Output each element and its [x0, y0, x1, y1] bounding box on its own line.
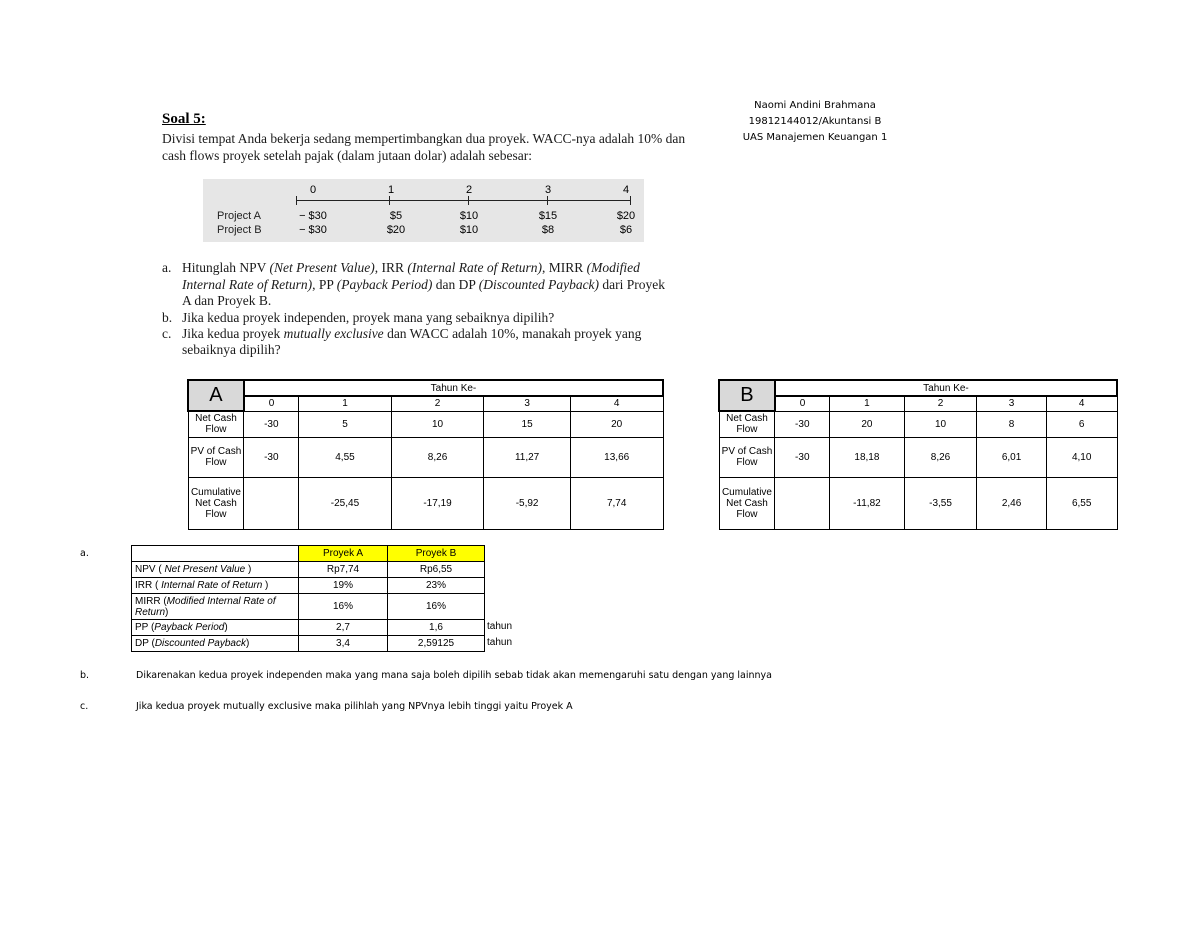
question-a-text: dan DP: [432, 277, 479, 292]
question-b-line: [162, 310, 554, 326]
question-a-text: (Modified: [586, 260, 640, 275]
timeline-a-value: $15: [538, 210, 558, 222]
timeline-tick: [389, 196, 390, 205]
table-cell: 10: [391, 411, 484, 437]
question-a-text: , PP: [312, 277, 337, 292]
summary-col-proyek-b: Proyek B: [388, 546, 485, 562]
table-cell: 8: [977, 411, 1047, 437]
label-text: Internal Rate of Return: [161, 580, 263, 591]
table-row: [132, 578, 485, 594]
student-id-class: 19812144012/Akuntansi B: [748, 116, 882, 127]
table-cell: [244, 477, 299, 529]
dp-unit: tahun: [487, 637, 513, 648]
timeline-tick: [296, 196, 297, 205]
table-cell: 10: [904, 411, 977, 437]
answer-c-text: Jika kedua proyek mutually exclusive maka pilihlah yang NPVnya lebih tinggi yaitu Proyek A: [136, 701, 573, 712]
question-b-text: Jika kedua proyek independen, proyek mana yang sebaiknya dipilih?: [182, 310, 555, 325]
table-cell: 23%: [388, 578, 485, 594]
table-cell: 6,55: [1046, 477, 1117, 529]
label-text: Payback Period: [154, 622, 225, 633]
timeline-a-value: $20: [616, 210, 636, 222]
table-cell: -17,19: [391, 477, 484, 529]
table-row: [188, 477, 663, 529]
table-cell: 1,6: [388, 620, 485, 636]
timeline-year: 4: [622, 184, 630, 196]
label-text: Modified Internal Rate of Return: [135, 595, 276, 618]
table-cell: 15: [484, 411, 571, 437]
table-cell: 8,26: [904, 437, 977, 477]
label-text: ): [224, 622, 228, 633]
summary-label-mirr: [132, 594, 299, 620]
table-row: [132, 636, 485, 652]
timeline-tick: [468, 196, 469, 205]
table-b-year: 2: [904, 396, 977, 411]
summary-label-irr: [132, 578, 299, 594]
table-cell: 7,74: [570, 477, 663, 529]
row-label: PV of Cash Flow: [719, 437, 775, 477]
row-label: Net Cash Flow: [719, 411, 775, 437]
timeline-a-value: − $30: [299, 210, 327, 222]
summary-label-npv: [132, 562, 299, 578]
table-b-year: 0: [775, 396, 830, 411]
cash-flow-timeline: [203, 179, 644, 242]
timeline-project-b-label: Project B: [217, 224, 262, 236]
timeline-b-value: $20: [386, 224, 406, 236]
student-name: Naomi Andini Brahmana: [754, 100, 876, 111]
answer-a-label: a.: [80, 548, 89, 559]
table-cell: 16%: [299, 594, 388, 620]
table-b-year: 1: [830, 396, 905, 411]
table-cell: 20: [570, 411, 663, 437]
table-cell: -30: [244, 411, 299, 437]
label-text: ): [165, 606, 169, 618]
row-label: PV of Cash Flow: [188, 437, 244, 477]
table-row: [188, 411, 663, 437]
table-cell: 20: [830, 411, 905, 437]
timeline-b-value: $6: [619, 224, 633, 236]
course-name: UAS Manajemen Keuangan 1: [742, 132, 888, 143]
label-text: PP (: [135, 622, 155, 633]
question-a-text: Internal Rate of Return): [182, 277, 313, 292]
table-row: [132, 546, 485, 562]
table-cell: -11,82: [830, 477, 905, 529]
question-c-text: dan WACC adalah 10%, manakah proyek yang: [383, 326, 642, 341]
table-b-year: 4: [1046, 396, 1117, 411]
timeline-a-value: $10: [459, 210, 479, 222]
timeline-axis: [296, 200, 631, 201]
question-a-text: (Net Present Value): [269, 260, 375, 275]
table-a-year: 4: [570, 396, 663, 411]
table-cell: 6: [1046, 411, 1117, 437]
timeline-tick: [547, 196, 548, 205]
summary-label-pp: [132, 620, 299, 636]
question-c-text: mutually exclusive: [283, 326, 384, 341]
row-label: Net Cash Flow: [188, 411, 244, 437]
label-text: DP (: [135, 638, 155, 649]
table-cell: Rp6,55: [388, 562, 485, 578]
label-text: ): [262, 580, 269, 591]
table-cell: -30: [775, 437, 830, 477]
table-cell: -30: [775, 411, 830, 437]
table-cell: 6,01: [977, 437, 1047, 477]
timeline-tick: [630, 196, 631, 205]
table-cell: 16%: [388, 594, 485, 620]
question-a-text: dari Proyek: [599, 277, 666, 292]
summary-corner: [132, 546, 299, 562]
label-text: ): [246, 638, 250, 649]
table-cell: [775, 477, 830, 529]
table-row: [719, 411, 1117, 437]
question-a-text: , MIRR: [541, 260, 587, 275]
label-text: Net Present Value: [164, 564, 246, 575]
table-a-year: 0: [244, 396, 299, 411]
table-b-year: 3: [977, 396, 1047, 411]
table-cell: 4,10: [1046, 437, 1117, 477]
row-label: Cumulative Net Cash Flow: [719, 477, 775, 529]
table-row: [132, 620, 485, 636]
table-cell: 18,18: [830, 437, 905, 477]
summary-label-dp: [132, 636, 299, 652]
label-text: MIRR (: [135, 595, 167, 607]
table-cell: Rp7,74: [299, 562, 388, 578]
table-a-year: 2: [391, 396, 484, 411]
table-cell: -5,92: [484, 477, 571, 529]
question-c-text: Jika kedua proyek: [182, 326, 284, 341]
question-intro-1: Divisi tempat Anda bekerja sedang mempertimbangkan dua proyek. WACC-nya adalah 10% dan: [162, 131, 686, 146]
table-row: [188, 437, 663, 477]
question-title: Soal 5:: [162, 111, 206, 127]
timeline-year: 2: [465, 184, 473, 196]
timeline-year: 0: [309, 184, 317, 196]
table-a-letter: A: [188, 380, 244, 411]
table-cell: 19%: [299, 578, 388, 594]
label-text: IRR (: [135, 580, 162, 591]
table-b-header: Tahun Ke-: [775, 380, 1117, 396]
table-cell: -3,55: [904, 477, 977, 529]
table-a-header: Tahun Ke-: [244, 380, 663, 396]
table-cell: 4,55: [299, 437, 392, 477]
answer-b-text: Dikarenakan kedua proyek independen maka yang mana saja boleh dipilih sebab tidak akan memengaruhi satu dengan yang lainnya: [136, 670, 773, 681]
timeline-b-value: $8: [541, 224, 555, 236]
summary-col-proyek-a: Proyek A: [299, 546, 388, 562]
table-a-year: 1: [299, 396, 392, 411]
table-row: [719, 437, 1117, 477]
table-row: [132, 594, 485, 620]
question-a-text: (Internal Rate of Return): [407, 260, 542, 275]
question-a-text: (Payback Period): [336, 277, 433, 292]
table-b-letter: B: [719, 380, 775, 411]
table-row: [719, 477, 1117, 529]
timeline-a-value: $5: [389, 210, 403, 222]
table-cell: 2,59125: [388, 636, 485, 652]
timeline-b-value: − $30: [299, 224, 327, 236]
question-a-line-1: [162, 260, 640, 276]
table-cell: -25,45: [299, 477, 392, 529]
answer-b-label: b.: [80, 670, 90, 681]
pp-unit: tahun: [487, 621, 513, 632]
row-label: Cumulative Net Cash Flow: [188, 477, 244, 529]
table-cell: 3,4: [299, 636, 388, 652]
question-c-line-2: sebaiknya dipilih?: [182, 342, 281, 357]
table-cell: 8,26: [391, 437, 484, 477]
answer-c-label: c.: [80, 701, 89, 712]
question-a-line-2: [182, 277, 665, 293]
table-a-year: 3: [484, 396, 571, 411]
timeline-b-value: $10: [459, 224, 479, 236]
summary-table: [131, 545, 485, 652]
label-text: NPV (: [135, 564, 165, 575]
table-cell: 13,66: [570, 437, 663, 477]
question-a-text: (Discounted Payback): [478, 277, 600, 292]
label-text: Discounted Payback: [154, 638, 246, 649]
label-text: ): [245, 564, 252, 575]
cash-flow-table-b: [718, 379, 1118, 530]
question-a-text: Hitunglah NPV: [182, 260, 270, 275]
question-c-label: c.: [162, 326, 172, 341]
table-cell: 2,46: [977, 477, 1047, 529]
timeline-year: 1: [387, 184, 395, 196]
table-cell: 11,27: [484, 437, 571, 477]
cash-flow-table-a: [187, 379, 664, 530]
table-cell: 2,7: [299, 620, 388, 636]
question-intro-2: cash flows proyek setelah pajak (dalam jutaan dolar) adalah sebesar:: [162, 148, 532, 163]
question-c-line-1: [162, 326, 641, 342]
timeline-project-a-label: Project A: [217, 210, 262, 222]
table-cell: -30: [244, 437, 299, 477]
question-a-line-3: A dan Proyek B.: [182, 293, 272, 308]
question-a-label: a.: [162, 260, 172, 275]
table-cell: 5: [299, 411, 392, 437]
table-row: [132, 562, 485, 578]
question-a-text: , IRR: [374, 260, 408, 275]
question-b-label: b.: [162, 310, 173, 325]
timeline-year: 3: [544, 184, 552, 196]
